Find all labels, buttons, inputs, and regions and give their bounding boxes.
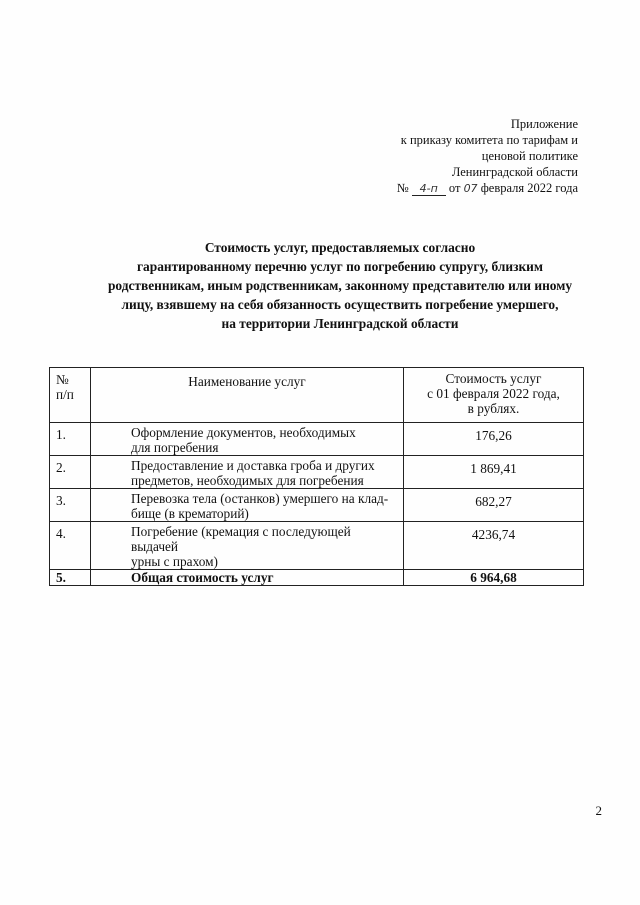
row-num: 2. bbox=[50, 456, 91, 489]
total-price: 6 964,68 bbox=[404, 570, 584, 586]
row-num: 3. bbox=[50, 489, 91, 522]
appendix-title: Приложение bbox=[510, 117, 578, 131]
table-row bbox=[50, 489, 584, 522]
order-date-rest: февраля 2022 года bbox=[480, 181, 578, 195]
service-name-line-2: урны с прахом) bbox=[131, 554, 218, 569]
total-label: Общая стоимость услуг bbox=[91, 570, 404, 586]
service-name-line-1: Оформление документов, необходимых bbox=[131, 425, 356, 440]
row-num: 4. bbox=[50, 522, 91, 570]
row-service-name bbox=[91, 456, 404, 489]
number-prefix: № bbox=[396, 181, 409, 195]
document-title bbox=[50, 238, 630, 333]
service-name-line-1: Перевозка тела (останков) умершего на клад- bbox=[131, 491, 389, 506]
table-row bbox=[50, 456, 584, 489]
header-name: Наименование услуг bbox=[91, 368, 404, 423]
title-line-1: Стоимость услуг, предоставляемых согласно bbox=[204, 240, 476, 255]
table-row bbox=[50, 522, 584, 570]
row-service-name bbox=[91, 522, 404, 570]
header-num-line-1: № bbox=[56, 372, 69, 387]
row-service-name bbox=[91, 489, 404, 522]
order-day: 07 bbox=[463, 182, 478, 195]
table-header-row bbox=[50, 368, 584, 423]
appendix-order-ref: к приказу комитета по тарифам и bbox=[400, 133, 578, 147]
service-name-line-1: Погребение (кремация с последующей выдачей bbox=[131, 524, 351, 554]
page-number: 2 bbox=[595, 803, 602, 818]
row-num: 1. bbox=[50, 423, 91, 456]
table-row bbox=[50, 423, 584, 456]
header-price-line-3: в рублях. bbox=[467, 401, 520, 416]
order-number: 4-п bbox=[412, 182, 446, 196]
total-num: 5. bbox=[50, 570, 91, 586]
row-service-name bbox=[91, 423, 404, 456]
date-prefix: от bbox=[448, 181, 461, 195]
appendix-block bbox=[397, 116, 578, 197]
service-name-line-2: для погребения bbox=[131, 440, 219, 455]
header-num-line-2: п/п bbox=[56, 387, 74, 402]
title-line-4: лицу, взявшему на себя обязанность осуществить погребение умершего, bbox=[121, 297, 559, 312]
title-line-5: на территории Ленинградской области bbox=[221, 316, 459, 331]
title-line-2: гарантированному перечню услуг по погребению супругу, близким bbox=[136, 259, 544, 274]
row-price: 4236,74 bbox=[404, 522, 584, 570]
row-price: 176,26 bbox=[404, 423, 584, 456]
header-price-line-2: с 01 февраля 2022 года, bbox=[427, 386, 560, 401]
title-line-3: родственникам, иным родственникам, законному представителю или иному bbox=[107, 278, 573, 293]
appendix-region: Ленинградской области bbox=[451, 165, 578, 179]
service-name-line-2: предметов, необходимых для погребения bbox=[131, 473, 364, 488]
header-price bbox=[404, 368, 584, 423]
services-price-table bbox=[49, 367, 584, 586]
header-num bbox=[50, 368, 91, 423]
table-total-row bbox=[50, 570, 584, 586]
service-name-line-1: Предоставление и доставка гроба и других bbox=[131, 458, 375, 473]
row-price: 682,27 bbox=[404, 489, 584, 522]
order-number-date bbox=[397, 180, 578, 197]
row-price: 1 869,41 bbox=[404, 456, 584, 489]
service-name-line-2: бище (в крематорий) bbox=[131, 506, 249, 521]
appendix-committee: ценовой политике bbox=[481, 149, 578, 163]
header-price-line-1: Стоимость услуг bbox=[445, 371, 542, 386]
